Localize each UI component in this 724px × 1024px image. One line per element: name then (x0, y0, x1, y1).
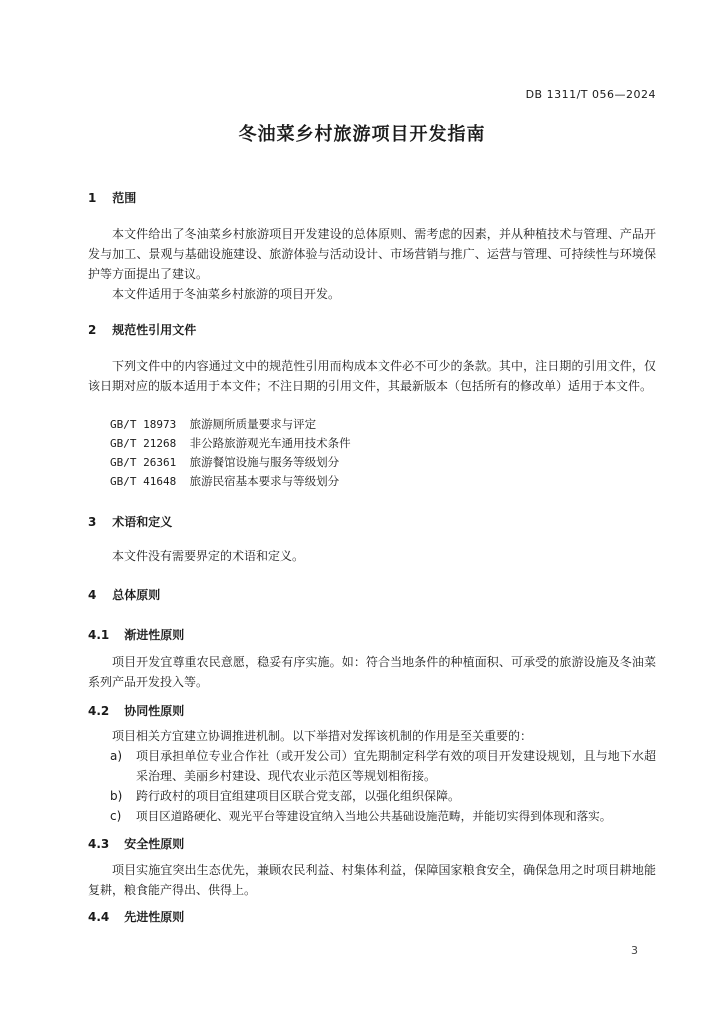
reference-code: GB/T 18973 (110, 418, 177, 431)
page-number: 3 (631, 944, 638, 957)
list-item (110, 806, 656, 826)
section-3-paragraph-1: 本文件没有需要界定的术语和定义。 (112, 549, 305, 563)
standard-code: DB 1311/T 056—2024 (525, 88, 656, 101)
list-item (110, 746, 656, 786)
subsection-number: 4.1 (88, 628, 110, 642)
section-number: 1 (88, 191, 97, 205)
subsection-4-3-paragraph: 项目实施宜突出生态优先，兼顾农民利益、村集体利益，保障国家粮食安全，确保急用之时项目耕地能复耕，粮食能产得出、供得上。 (88, 863, 656, 897)
subsection-title: 协同性原则 (124, 704, 185, 718)
reference-item (110, 434, 351, 453)
section-1-paragraph-2: 本文件适用于冬油菜乡村旅游的项目开发。 (112, 287, 341, 301)
reference-item (110, 472, 339, 491)
section-2-heading (88, 321, 196, 338)
subsection-4-2-paragraph: 项目相关方宜建立协调推进机制。以下举措对发挥该机制的作用是至关重要的： (112, 729, 533, 743)
subsection-title: 安全性原则 (124, 837, 185, 851)
reference-code: GB/T 26361 (110, 456, 177, 469)
section-number: 4 (88, 588, 97, 602)
section-1-paragraph-1: 本文件给出了冬油菜乡村旅游项目开发建设的总体原则、需考虑的因素，并从种植技术与管理、产品开发与加工、景观与基础设施建设、旅游体验与活动设计、市场营销与推广、运营与管理、可持续性与环境保护等方面提出了建议。 (88, 227, 656, 281)
reference-name: 旅游民宿基本要求与等级划分 (189, 474, 340, 488)
section-number: 2 (88, 323, 97, 337)
section-title: 范围 (112, 191, 137, 205)
subsection-4-4-heading (88, 908, 184, 925)
subsection-4-2-heading (88, 702, 184, 719)
subsection-4-1-paragraph: 项目开发宜尊重农民意愿，稳妥有序实施。如：符合当地条件的种植面积、可承受的旅游设施及冬油菜系列产品开发投入等。 (88, 655, 656, 689)
subsection-number: 4.3 (88, 837, 110, 851)
section-4-heading (88, 586, 160, 603)
section-1-heading (88, 189, 136, 206)
reference-name: 旅游厕所质量要求与评定 (189, 417, 317, 431)
reference-name: 旅游餐馆设施与服务等级划分 (189, 455, 340, 469)
reference-code: GB/T 21268 (110, 437, 177, 450)
subsection-title: 渐进性原则 (124, 628, 185, 642)
section-title: 术语和定义 (112, 515, 173, 529)
reference-name: 非公路旅游观光车通用技术条件 (189, 436, 351, 450)
document-title: 冬油菜乡村旅游项目开发指南 (238, 124, 486, 145)
subsection-4-3-heading (88, 835, 184, 852)
list-text: 项目承担单位专业合作社（或开发公司）宜先期制定科学有效的项目开发建设规划，且与地下水超采治理、美丽乡村建设、现代农业示范区等规划相衔接。 (136, 749, 656, 783)
subsection-number: 4.2 (88, 704, 110, 718)
list-text: 项目区道路硬化、观光平台等建设宜纳入当地公共基础设施范畴，并能切实得到体现和落实。 (136, 809, 612, 823)
reference-item (110, 453, 339, 472)
subsection-4-1-heading (88, 626, 184, 643)
section-2-paragraph-1: 下列文件中的内容通过文中的规范性引用而构成本文件必不可少的条款。其中，注日期的引用文件，仅该日期对应的版本适用于本文件；不注日期的引用文件，其最新版本（包括所有的修改单）适用于本文件。 (88, 359, 656, 393)
section-number: 3 (88, 515, 97, 529)
section-3-heading (88, 513, 172, 530)
reference-item (110, 415, 316, 434)
list-item (110, 786, 656, 806)
section-title: 总体原则 (112, 588, 161, 602)
reference-code: GB/T 41648 (110, 475, 177, 488)
list-text: 跨行政村的项目宜组建项目区联合党支部，以强化组织保障。 (136, 789, 461, 803)
list-marker: c) (110, 809, 122, 823)
list-marker: a) (110, 749, 123, 763)
section-title: 规范性引用文件 (112, 323, 197, 337)
list-marker: b) (110, 789, 123, 803)
subsection-number: 4.4 (88, 910, 110, 924)
subsection-title: 先进性原则 (124, 910, 185, 924)
